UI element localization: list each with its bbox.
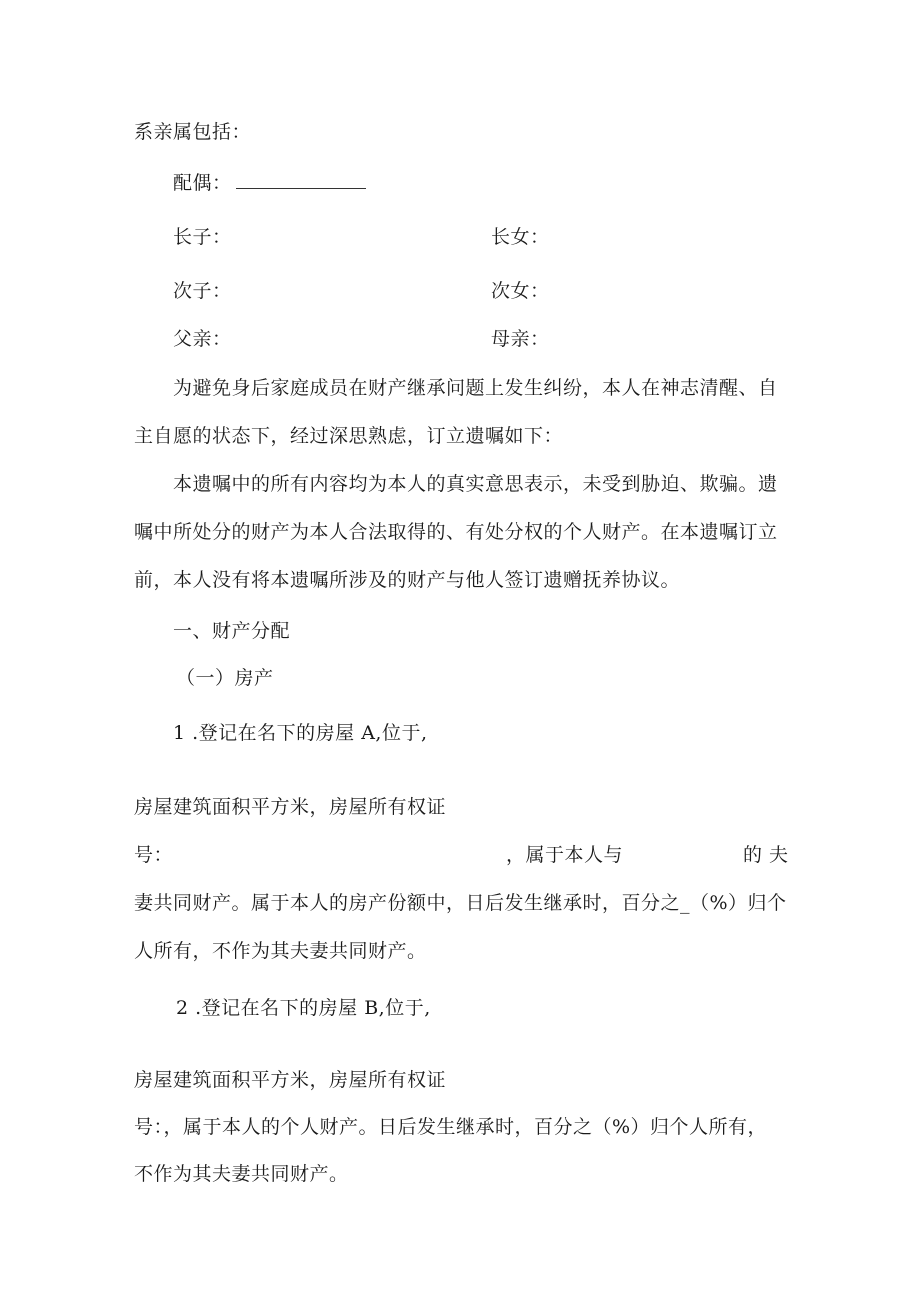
father-label: 父亲：: [173, 328, 232, 350]
item-1-line-3-start: 号：: [134, 844, 174, 866]
spouse-blank: [236, 172, 366, 189]
paragraph-1-line-2: 主自愿的状态下，经过深思熟虑，订立遗嘱如下：: [134, 425, 564, 447]
subsection-heading-1: （一）房产: [176, 667, 274, 689]
spouse-label: 配偶：: [173, 172, 232, 194]
eldest-son-label: 长子：: [173, 226, 232, 248]
paragraph-2-line-1: 本遗嘱中的所有内容均为本人的真实意思表示，未受到胁迫、欺骗。遗: [173, 473, 778, 495]
second-daughter-label: 次女：: [491, 280, 550, 302]
item-1-line-1: 1 .登记在名下的房屋 A,位于,: [173, 722, 428, 744]
paragraph-1-line-1: 为避免身后家庭成员在财产继承问题上发生纠纷，本人在神志清醒、自: [173, 377, 778, 399]
mother-label: 母亲：: [491, 328, 550, 350]
item-2-line-2: 房屋建筑面积平方米，房屋所有权证: [134, 1069, 447, 1091]
item-1-line-2: 房屋建筑面积平方米，房屋所有权证: [134, 796, 447, 818]
eldest-daughter-label: 长女：: [491, 226, 550, 248]
item-1-line-4: 妻共同财产。属于本人的房产份额中，日后发生继承时，百分之_（%）归个: [134, 892, 787, 914]
item-2-line-1: 2 .登记在名下的房屋 B,位于,: [176, 997, 431, 1019]
item-1-line-5: 人所有，不作为其夫妻共同财产。: [134, 940, 427, 962]
item-1-line-3-middle: ，属于本人与: [506, 844, 624, 866]
spouse-row: [173, 171, 366, 195]
item-2-line-4: 不作为其夫妻共同财产。: [134, 1163, 349, 1185]
item-1-line-3-end: 的 夫: [743, 844, 789, 866]
section-heading-1: 一、财产分配: [173, 620, 291, 642]
second-son-label: 次子：: [173, 280, 232, 302]
item-2-line-3: 号：，属于本人的个人财产。日后发生继承时，百分之（%）归个人所有，: [134, 1116, 768, 1138]
paragraph-2-line-3: 前，本人没有将本遗嘱所涉及的财产与他人签订遗赠抚养协议。: [134, 569, 681, 591]
paragraph-2-line-2: 嘱中所处分的财产为本人合法取得的、有处分权的个人财产。在本遗嘱订立: [134, 521, 778, 543]
relatives-intro: 系亲属包括：: [134, 121, 252, 143]
